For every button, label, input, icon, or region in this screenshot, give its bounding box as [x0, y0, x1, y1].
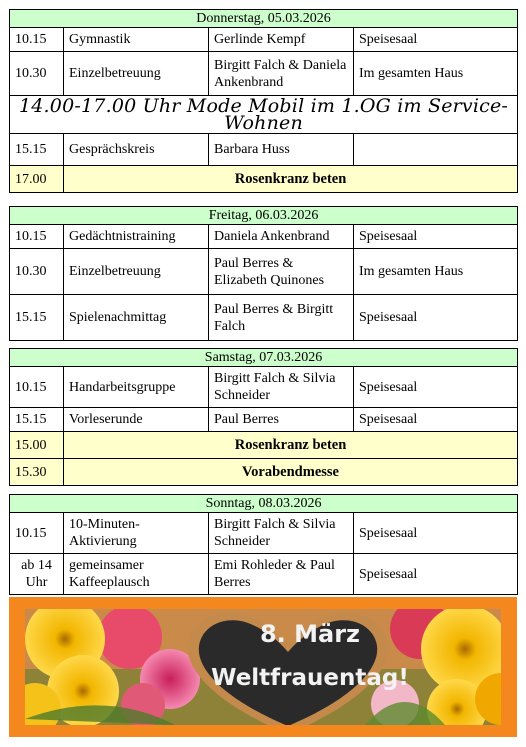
activity-cell: 10-Minuten-Aktivierung	[64, 513, 209, 554]
person-cell: Gerlinde Kempf	[209, 28, 354, 52]
person-cell: Barbara Huss	[209, 134, 354, 166]
time-cell: 10.15	[10, 367, 64, 408]
womens-day-banner	[9, 597, 517, 737]
table-row	[10, 554, 518, 595]
table-row	[10, 408, 518, 432]
table-row	[10, 295, 518, 341]
banner-date-text: 8. März	[259, 620, 361, 648]
time-cell: 10.15	[10, 28, 64, 52]
time-cell: 10.30	[10, 249, 64, 295]
schedule-table-saturday	[9, 348, 518, 486]
table-row	[10, 28, 518, 52]
time-cell: 15.15	[10, 408, 64, 432]
place-cell: Speisesaal	[354, 408, 518, 432]
table-row	[10, 134, 518, 166]
day-header: Sonntag, 08.03.2026	[10, 495, 518, 513]
activity-cell: Einzelbetreuung	[64, 52, 209, 96]
highlight-event: Vorabendmesse	[64, 459, 518, 486]
day-saturday	[9, 348, 517, 486]
time-cell: 15.15	[10, 295, 64, 341]
day-header: Samstag, 07.03.2026	[10, 349, 518, 367]
person-cell: Paul Berres & Elizabeth Quinones	[209, 249, 354, 295]
activity-cell: Gesprächskreis	[64, 134, 209, 166]
highlight-event: Rosenkranz beten	[64, 432, 518, 459]
person-cell: Emi Rohleder & Paul Berres	[209, 554, 354, 595]
place-cell: Speisesaal	[354, 367, 518, 408]
time-cell: ab 14 Uhr	[10, 554, 64, 595]
time-cell: 15.15	[10, 134, 64, 166]
day-header: Donnerstag, 05.03.2026	[10, 10, 518, 28]
place-cell	[354, 134, 518, 166]
activity-cell: Spielenachmittag	[64, 295, 209, 341]
activity-cell: gemeinsamer Kaffeeplausch	[64, 554, 209, 595]
table-row	[10, 52, 518, 96]
person-cell: Paul Berres	[209, 408, 354, 432]
day-thursday	[9, 9, 517, 193]
table-row	[10, 96, 518, 134]
day-sunday	[9, 494, 517, 595]
person-cell: Daniela Ankenbrand	[209, 225, 354, 249]
table-row	[10, 166, 518, 193]
table-row	[10, 459, 518, 486]
person-cell: Paul Berres & Birgitt Falch	[209, 295, 354, 341]
person-cell: Birgitt Falch & Silvia Schneider	[209, 367, 354, 408]
table-row	[10, 249, 518, 295]
time-cell: 17.00	[10, 166, 64, 193]
person-cell: Birgitt Falch & Silvia Schneider	[209, 513, 354, 554]
time-cell: 15.30	[10, 459, 64, 486]
table-row	[10, 513, 518, 554]
person-cell: Birgitt Falch & Daniela Ankenbrand	[209, 52, 354, 96]
day-friday	[9, 206, 517, 341]
place-cell: Im gesamten Haus	[354, 249, 518, 295]
activity-cell: Gedächtnistraining	[64, 225, 209, 249]
place-cell: Speisesaal	[354, 225, 518, 249]
table-row	[10, 225, 518, 249]
time-cell: 15.00	[10, 432, 64, 459]
place-cell: Speisesaal	[354, 513, 518, 554]
day-header: Freitag, 06.03.2026	[10, 207, 518, 225]
table-row	[10, 367, 518, 408]
place-cell: Im gesamten Haus	[354, 52, 518, 96]
time-cell: 10.15	[10, 225, 64, 249]
time-cell: 10.30	[10, 52, 64, 96]
place-cell: Speisesaal	[354, 554, 518, 595]
activity-cell: Vorleserunde	[64, 408, 209, 432]
activity-cell: Gymnastik	[64, 28, 209, 52]
schedule-table-sunday	[9, 494, 518, 595]
schedule-table-thursday	[9, 9, 518, 193]
highlight-event: Rosenkranz beten	[64, 166, 518, 193]
place-cell: Speisesaal	[354, 295, 518, 341]
place-cell: Speisesaal	[354, 28, 518, 52]
schedule-table-friday	[9, 206, 518, 341]
time-cell: 10.15	[10, 513, 64, 554]
event-note: 14.00-17.00 Uhr Mode Mobil im 1.OG im Service-Wohnen	[10, 96, 518, 134]
activity-cell: Einzelbetreuung	[64, 249, 209, 295]
table-row	[10, 432, 518, 459]
activity-cell: Handarbeitsgruppe	[64, 367, 209, 408]
banner-title-text: Weltfrauentag!	[211, 665, 409, 691]
